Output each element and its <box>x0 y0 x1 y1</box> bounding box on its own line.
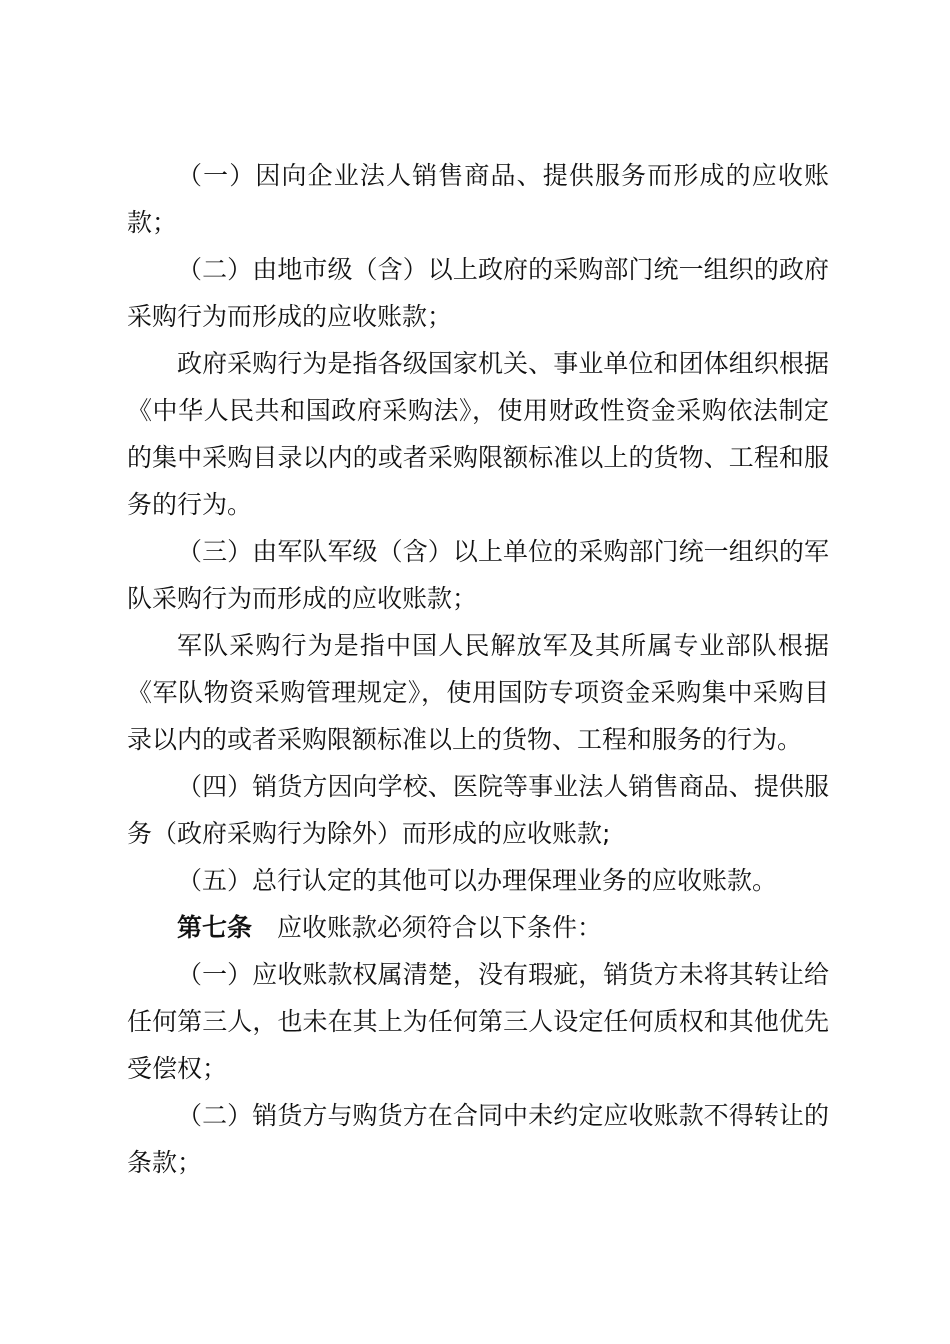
condition-1: （一）应收账款权属清楚，没有瑕疵，销货方未将其转让给任何第三人，也未在其上为任何第三人设定任何质权和其他优先受偿权； <box>127 960 829 1083</box>
paragraph-government-procurement-definition: 政府采购行为是指各级国家机关、事业单位和团体组织根据《中华人民共和国政府采购法》，使用财政性资金采购依法制定的集中采购目录以内的或者采购限额标准以上的货物、工程和服务的行为。 <box>127 349 829 519</box>
paragraph-military-procurement-definition: 军队采购行为是指中国人民解放军及其所属专业部队根据《军队物资采购管理规定》，使用国防专项资金采购集中采购目录以内的或者采购限额标准以上的货物、工程和服务的行为。 <box>127 631 829 754</box>
document-body <box>127 152 829 1186</box>
paragraph-clause-5: （五）总行认定的其他可以办理保理业务的应收账款。 <box>177 866 778 895</box>
condition-2: （二）销货方与购货方在合同中未约定应收账款不得转让的条款； <box>127 1101 829 1177</box>
paragraph-clause-4: （四）销货方因向学校、医院等事业法人销售商品、提供服务（政府采购行为除外）而形成的应收账款; <box>127 772 829 848</box>
paragraph-clause-2: （二）由地市级（含）以上政府的采购部门统一组织的政府采购行为而形成的应收账款； <box>127 255 829 331</box>
article-7-heading <box>127 904 829 951</box>
paragraph-clause-1: （一）因向企业法人销售商品、提供服务而形成的应收账款； <box>127 161 829 237</box>
article-text: 应收账款必须符合以下条件： <box>277 913 603 942</box>
paragraph-clause-3: （三）由军队军级（含）以上单位的采购部门统一组织的军队采购行为而形成的应收账款； <box>127 537 829 613</box>
article-number: 第七条 <box>177 913 253 942</box>
